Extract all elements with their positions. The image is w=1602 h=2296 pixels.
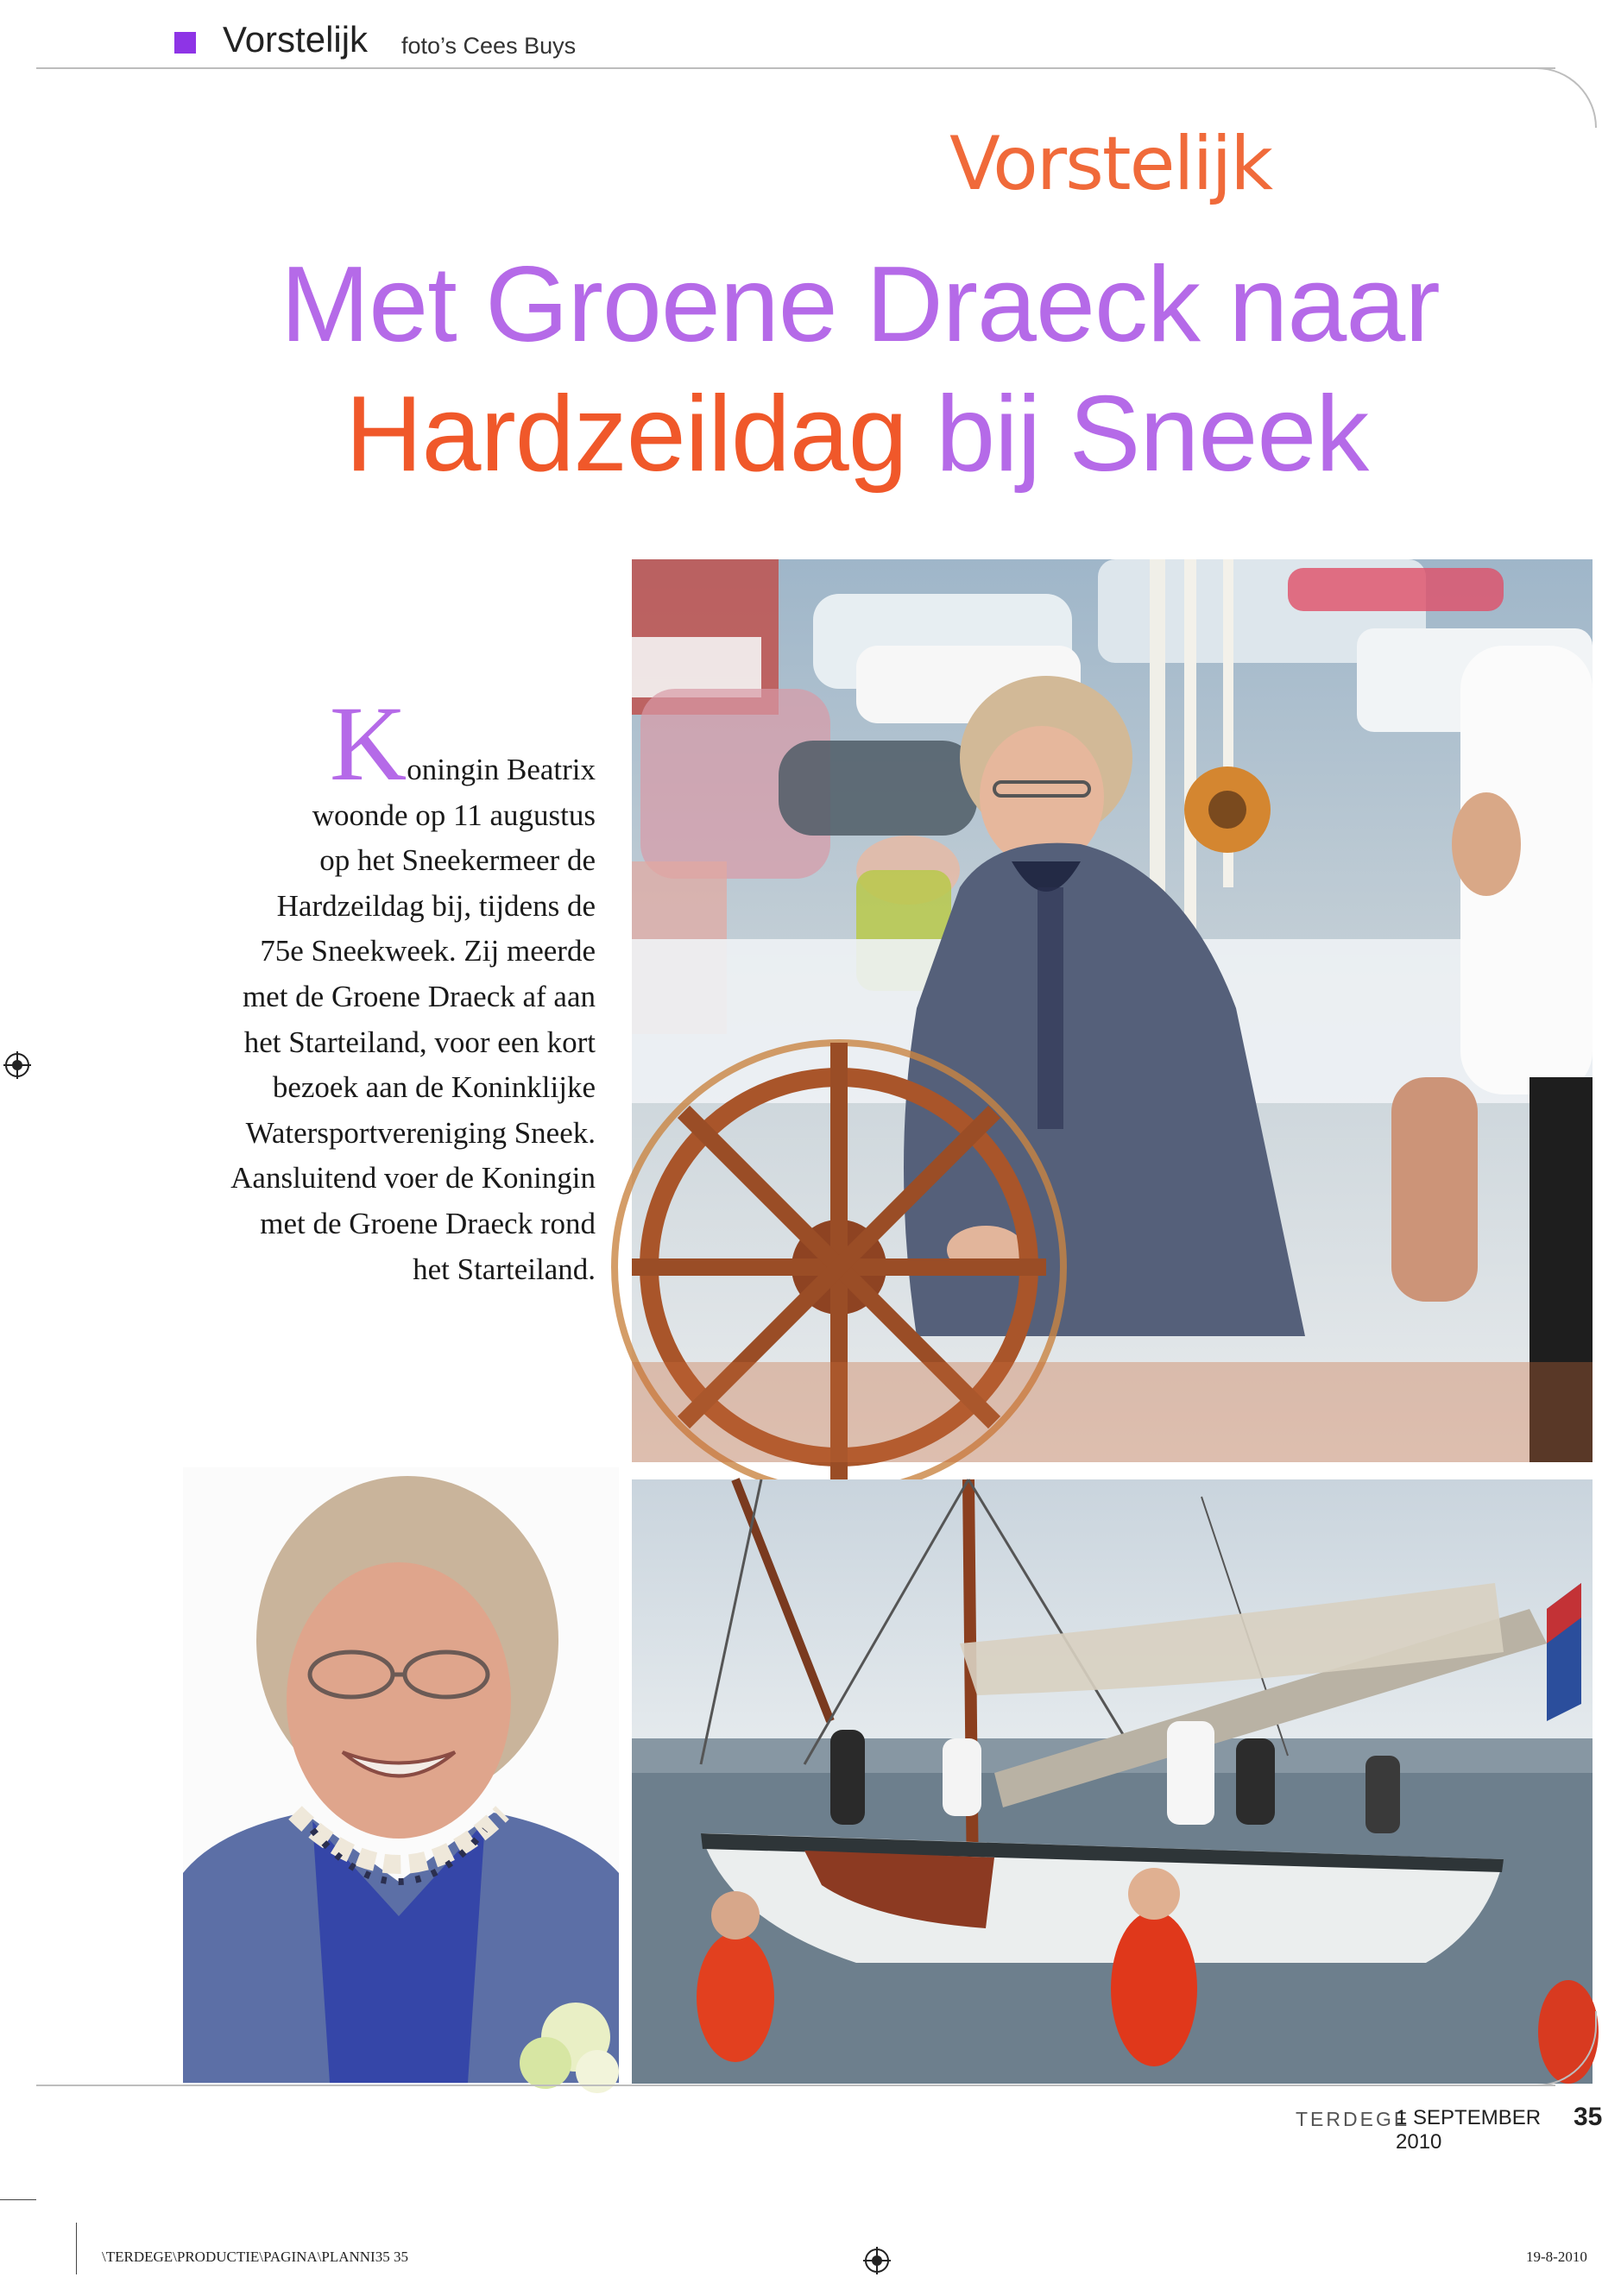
registration-mark-icon <box>863 2247 891 2274</box>
intro-line: woonde op 11 augustus <box>312 798 596 832</box>
photo-queen-at-wheel <box>632 559 1593 1462</box>
intro-line: Watersportvereniging Sneek. <box>245 1115 596 1150</box>
intro-line: op het Sneekermeer de <box>319 843 596 878</box>
header-rule-corner <box>1519 67 1597 128</box>
photo-credit: foto’s Cees Buys <box>401 33 577 59</box>
intro-line: Aansluitend voer de Koningin <box>230 1161 596 1195</box>
intro-line: 75e Sneekweek. Zij meerde <box>260 934 596 968</box>
intro-paragraph <box>138 684 596 1292</box>
intro-line: met de Groene Draeck af aan <box>242 979 596 1013</box>
print-slug-date: 19-8-2010 <box>1526 2249 1587 2265</box>
footer-magazine-name: TERDEGE <box>1296 2108 1410 2130</box>
intro-line: bezoek aan de Koninklijke <box>272 1070 596 1105</box>
footer-rule <box>36 2085 1555 2086</box>
article-kicker: Vorstelijk <box>949 121 1272 207</box>
print-slug-path: \TERDEGE\PRODUCTIE\PAGINA\PLANNI35 35 <box>102 2249 408 2265</box>
intro-line: het Starteiland, voor een kort <box>243 1025 596 1059</box>
article-title-highlight: Hardzeildag <box>345 375 907 494</box>
footer-issue-date: 1 SEPTEMBER 2010 <box>1396 2106 1542 2154</box>
article-title-line2 <box>345 373 1368 495</box>
intro-dropcap: K <box>329 684 407 803</box>
intro-line: het Starteiland. <box>413 1252 596 1286</box>
registration-mark-icon <box>3 1051 31 1079</box>
photo-queen-portrait <box>183 1467 619 2083</box>
footer-page-number: 35 <box>1574 2103 1602 2131</box>
section-marker-square <box>174 32 196 54</box>
intro-line: met de Groene Draeck rond <box>260 1206 596 1240</box>
section-label: Vorstelijk <box>223 19 369 60</box>
header-rule <box>36 67 1555 69</box>
crop-mark <box>76 2223 77 2274</box>
article-title-rest: bij Sneek <box>906 375 1369 494</box>
article-title-line1: Met Groene Draeck naar <box>281 245 1440 364</box>
intro-line: oningin Beatrix <box>407 753 596 786</box>
photo-groene-draeck-boat <box>632 1479 1593 2084</box>
crop-mark <box>0 2199 36 2200</box>
intro-line: Hardzeildag bij, tijdens de <box>276 888 596 923</box>
